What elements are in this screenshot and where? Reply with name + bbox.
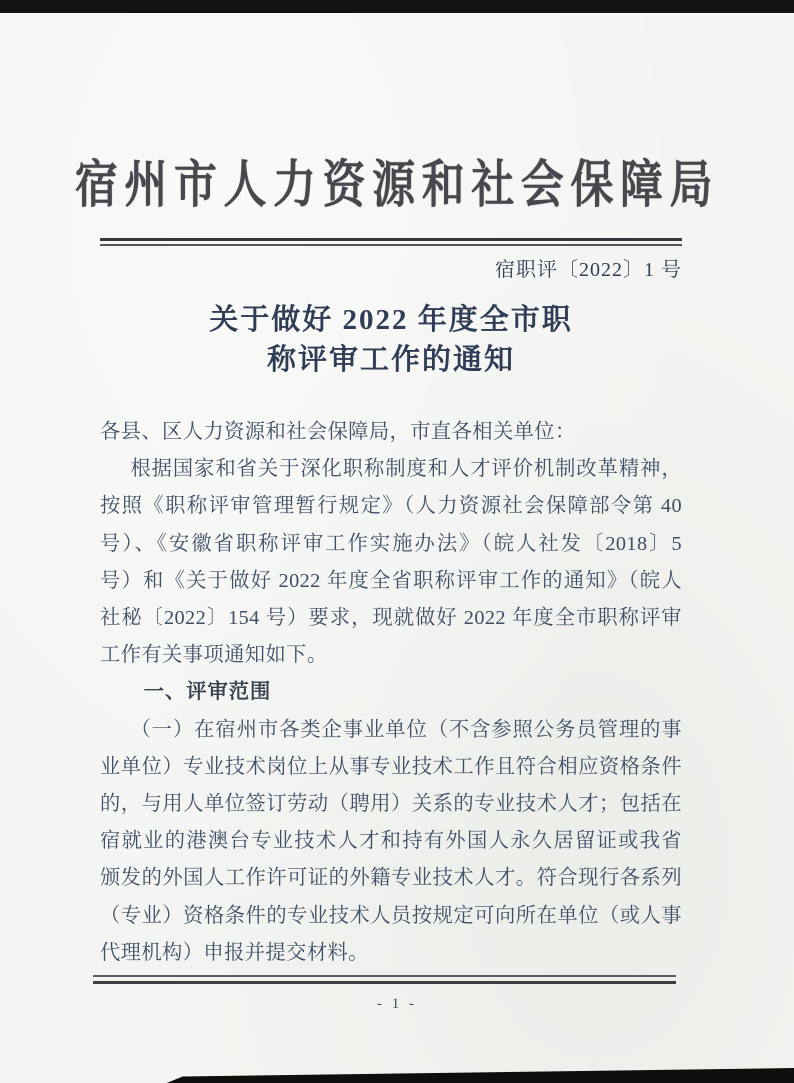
section-heading: 一、评审范围 xyxy=(143,681,272,704)
body-line: 的，与用人单位签订劳动（聘用）关系的专业技术人才；包括在 xyxy=(100,793,682,816)
header-rule xyxy=(100,238,682,246)
body-line: 颁发的外国人工作许可证的外籍专业技术人才。符合现行各系列 xyxy=(100,867,682,890)
notice-title-line2: 称评审工作的通知 xyxy=(266,343,515,376)
body-line: 根据国家和省关于深化职称制度和人才评价机制改革精神， xyxy=(130,458,682,481)
body-line: 号）、《安徽省职称评审工作实施办法》（皖人社发〔2018〕5 xyxy=(100,532,682,555)
notice-title xyxy=(100,301,682,380)
document-number: 宿职评〔2022〕1 号 xyxy=(495,259,682,281)
scan-top-edge xyxy=(0,0,794,13)
body-line: 社秘〔2022〕154 号）要求，现就做好 2022 年度全市职称评审 xyxy=(100,607,682,630)
body-line: （一）在宿州市各类企事业单位（不含参照公务员管理的事 xyxy=(130,718,682,741)
notice-title-line1: 关于做好 2022 年度全市职 xyxy=(209,304,573,336)
body-line: 宿就业的港澳台专业技术人才和持有外国人永久居留证或我省 xyxy=(100,830,682,853)
salutation-line: 各县、区人力资源和社会保障局，市直各相关单位： xyxy=(100,421,576,443)
body-line: 代理机构）申报并提交材料。 xyxy=(100,941,369,964)
agency-title: 宿州市人力资源和社会保障局 xyxy=(74,158,720,214)
body-line: 号）和《关于做好 2022 年度全省职称评审工作的通知》（皖人 xyxy=(100,569,682,592)
body-line: （专业）资格条件的专业技术人员按规定可向所在单位（或人事 xyxy=(100,904,682,927)
body-line: 按照《职称评审管理暂行规定》（人力资源社会保障部令第 40 xyxy=(100,495,682,518)
body-line: 工作有关事项通知如下。 xyxy=(100,644,328,667)
document-body xyxy=(100,414,682,972)
body-line: 业单位）专业技术岗位上从事专业技术工作且符合相应资格条件 xyxy=(100,755,682,778)
footer-rule xyxy=(93,975,676,984)
page-number: - 1 - xyxy=(377,996,417,1012)
